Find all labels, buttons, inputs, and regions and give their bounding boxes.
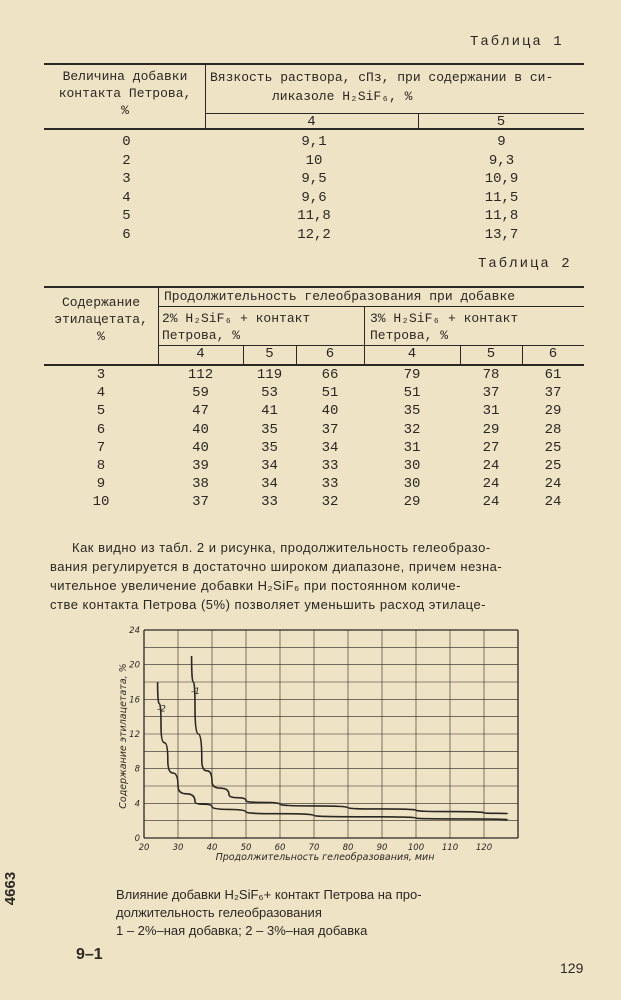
series-1-curve: [192, 656, 508, 814]
y-tick-label: 24: [129, 626, 140, 636]
table2-row: [44, 403, 584, 421]
table2-cell: 29: [544, 403, 562, 420]
body-paragraph: [50, 538, 590, 614]
table1-row: [44, 134, 584, 153]
table2-subgroup1-line2: Петрова, %: [162, 328, 241, 343]
chart-y-axis-label: Содержание этилацетата, %: [118, 663, 129, 809]
table1-cell: 2: [122, 152, 131, 169]
x-tick-label: 70: [308, 843, 320, 853]
table1-col0-header: [50, 68, 200, 119]
table1-row: [44, 208, 584, 227]
table2-cell: 33: [261, 494, 278, 511]
paragraph-line: вания регулируется в достаточно широком диапазоне, причем незна-: [50, 559, 503, 574]
table2-col0-header-line1: Содержание: [61, 295, 140, 310]
table2-caption: Таблица 2: [478, 256, 572, 272]
table2-subheader: 6: [325, 346, 335, 362]
table2-row: [44, 367, 584, 385]
table2-cell: 24: [544, 476, 562, 493]
table2-subgroup2-line2: Петрова, %: [370, 328, 449, 343]
table2-cell: 24: [544, 494, 562, 511]
table2-group-rule: [158, 306, 584, 307]
table2-header-bottom-rule: [44, 364, 584, 366]
figure-caption-line: Влияние добавки H₂SiF₆+ контакт Петрова на про-: [116, 887, 422, 902]
table1-col1-header-line2: ликазоле H₂SiF₆, %: [272, 89, 413, 104]
table2-row: [44, 476, 584, 494]
table2-cell: 34: [261, 476, 278, 493]
table1-cell: 5: [122, 208, 131, 224]
table2-col0-header: [44, 294, 158, 345]
table2-cell: 27: [482, 439, 500, 456]
table2-row: [44, 494, 584, 512]
y-tick-label: 12: [129, 730, 140, 740]
x-tick-label: 100: [407, 843, 425, 853]
table2-cell: 31: [482, 403, 500, 420]
table2-subgroup2-line1: 3% H₂SiF₆ + контакт: [370, 311, 519, 326]
table1-row: [44, 171, 584, 190]
table1-col0-header-line3: %: [121, 103, 129, 118]
table1-cell: 9,5: [301, 171, 327, 187]
chart-curves: [157, 656, 508, 820]
table2-cell: 31: [403, 439, 421, 456]
table2-cell: 32: [403, 421, 421, 438]
table2-cell: 112: [187, 367, 214, 383]
table2-cell: 40: [192, 421, 209, 438]
table1-row: [44, 227, 584, 246]
table2-cell: 5: [96, 403, 106, 420]
table2-cell: 39: [192, 457, 209, 474]
table2-row: [44, 422, 584, 440]
table2-cell: 4: [96, 385, 106, 402]
x-tick-label: 20: [138, 843, 150, 853]
y-tick-label: 20: [129, 660, 140, 671]
table2-row: [44, 440, 584, 458]
table2-col0-header-line3: %: [97, 329, 105, 344]
table2-subgroup1-header: [162, 310, 362, 344]
table2-cell: 24: [482, 494, 500, 511]
table2-subheader: 4: [196, 346, 205, 362]
table2-cell: 34: [261, 457, 278, 474]
table1-cell: 10,9: [484, 171, 519, 187]
figure-caption-line: должительность гелеобразования: [116, 905, 322, 920]
page-number: 129: [560, 960, 584, 976]
figure-caption: [116, 886, 556, 940]
table1-cell: 0: [122, 134, 131, 150]
table1-cell: 9,3: [488, 152, 515, 169]
series-2-curve: [158, 682, 508, 820]
table1-subheader-5: 5: [496, 114, 506, 130]
table2-cell: 25: [544, 439, 562, 456]
table2-cell: 38: [192, 476, 209, 493]
table2-cell: 30: [403, 457, 421, 474]
table2-top-rule: [44, 286, 584, 288]
table2-row: [44, 458, 584, 476]
table1-cell: 3: [122, 171, 131, 187]
x-tick-label: 30: [172, 843, 184, 853]
table1-col1-header: [210, 68, 585, 106]
table2-cell: 35: [261, 421, 278, 438]
table2-cell: 51: [321, 385, 339, 402]
table1-cell: 9: [497, 134, 506, 150]
table2-cell: 37: [544, 385, 562, 402]
table2-cell: 35: [403, 403, 421, 420]
table1-cell: 11,5: [484, 189, 519, 206]
table2-cell: 33: [321, 476, 339, 493]
table1-cell: 11,8: [297, 208, 331, 224]
table1-top-rule: [44, 63, 584, 65]
table2-cell: 41: [261, 403, 278, 420]
x-tick-label: 110: [441, 843, 459, 853]
table2-cell: 6: [96, 421, 106, 438]
table2-cell: 79: [403, 367, 421, 383]
paragraph-line: стве контакта Петрова (5%) позволяет уменьшить расход этилаце-: [50, 597, 487, 612]
table1-col0-header-line1: Величина добавки: [62, 69, 188, 84]
table2-col0-header-line2: этилацетата,: [54, 312, 148, 327]
table1-col0-header-line2: контакта Петрова,: [58, 86, 192, 101]
chart-y-ticks: [129, 626, 140, 844]
table1-cell: 13,7: [484, 226, 519, 243]
table2-subheader: 6: [548, 346, 558, 362]
table2-subgroup1-line1: 2% H₂SiF₆ + контакт: [162, 311, 311, 326]
table2-cell: 34: [321, 439, 339, 456]
table1-cell: 9,6: [301, 189, 327, 206]
table2-cell: 7: [96, 439, 106, 456]
table2-cell: 25: [544, 457, 562, 474]
table2-cell: 32: [321, 494, 339, 511]
table1-body: [44, 134, 584, 245]
table1-cell: 6: [122, 226, 131, 243]
table2-cell: 29: [482, 421, 500, 438]
table2-cell: 37: [321, 421, 339, 438]
table2-cell: 40: [321, 403, 339, 420]
table2-subheader: 5: [486, 346, 496, 362]
x-tick-label: 60: [274, 843, 286, 853]
signature-mark: 9–1: [76, 946, 103, 963]
table1-caption: Таблица 1: [470, 34, 564, 50]
table2-cell: 66: [321, 367, 339, 383]
table2-cell: 10: [92, 494, 110, 511]
x-tick-label: 40: [206, 843, 218, 853]
table2-body: [44, 367, 584, 513]
table2-cell: 28: [544, 421, 562, 438]
y-tick-label: 8: [134, 764, 140, 775]
table2-cell: 37: [482, 385, 500, 402]
table2-subgroup2-header: [370, 310, 582, 344]
y-tick-label: 16: [129, 695, 140, 706]
table1-cell: 12,2: [297, 226, 331, 243]
table1-cell: 10: [305, 152, 323, 169]
table2-cell: 29: [403, 494, 421, 511]
table2-cell: 24: [482, 457, 500, 474]
figure-caption-line: 1 – 2%–ная добавка; 2 – 3%–ная добавка: [116, 923, 368, 938]
table2-cell: 30: [403, 476, 421, 493]
table1-col1-header-line1: Вязкость раствора, сПз, при содержании в си-: [210, 70, 554, 85]
table2-subheader: 4: [407, 346, 417, 362]
table2-cell: 51: [403, 385, 421, 402]
table2-row: [44, 385, 584, 403]
chart-x-axis-label: Продолжительность гелеобразования, мин: [215, 852, 435, 863]
table2-cell: 9: [96, 476, 106, 493]
table2-cell: 53: [261, 385, 278, 402]
paragraph-line: чительное увеличение добавки H₂SiF₆ при постоянном количе-: [50, 578, 461, 593]
table2-cell: 59: [192, 385, 209, 402]
table2-cell: 119: [256, 367, 283, 383]
x-tick-label: 50: [240, 843, 252, 853]
table1-subheader-4: 4: [307, 114, 316, 130]
x-tick-label: 120: [475, 843, 493, 853]
table1-cell: 9,1: [301, 134, 327, 150]
table1-cell: 4: [122, 189, 131, 206]
table2-cell: 61: [544, 367, 562, 383]
table2-cell: 3: [96, 367, 106, 383]
table2-subheader: 5: [265, 346, 274, 362]
figure-chart: [100, 618, 540, 868]
y-tick-label: 0: [134, 834, 140, 844]
paragraph-line: Как видно из табл. 2 и рисунка, продолжительность гелеобразо-: [72, 540, 491, 555]
series-1-label: -1: [191, 687, 200, 697]
table1-row: [44, 153, 584, 172]
table2-cell: 78: [482, 367, 500, 383]
margin-number: 4663: [2, 871, 20, 906]
table2-cell: 37: [192, 494, 209, 511]
x-tick-label: 90: [376, 843, 388, 853]
y-tick-label: 4: [134, 799, 140, 810]
table1-row: [44, 190, 584, 209]
x-tick-label: 80: [342, 843, 354, 853]
table1-cell: 11,8: [484, 208, 519, 224]
table2-cell: 24: [482, 476, 500, 493]
table2-cell: 40: [192, 439, 209, 456]
table2-cell: 33: [321, 457, 339, 474]
table2-cell: 8: [96, 457, 106, 474]
series-2-label: -2: [157, 704, 166, 715]
table2-cell: 47: [192, 403, 209, 420]
table2-cell: 35: [261, 439, 278, 456]
table2-group-header: Продолжительность гелеобразования при добавке: [164, 289, 516, 304]
